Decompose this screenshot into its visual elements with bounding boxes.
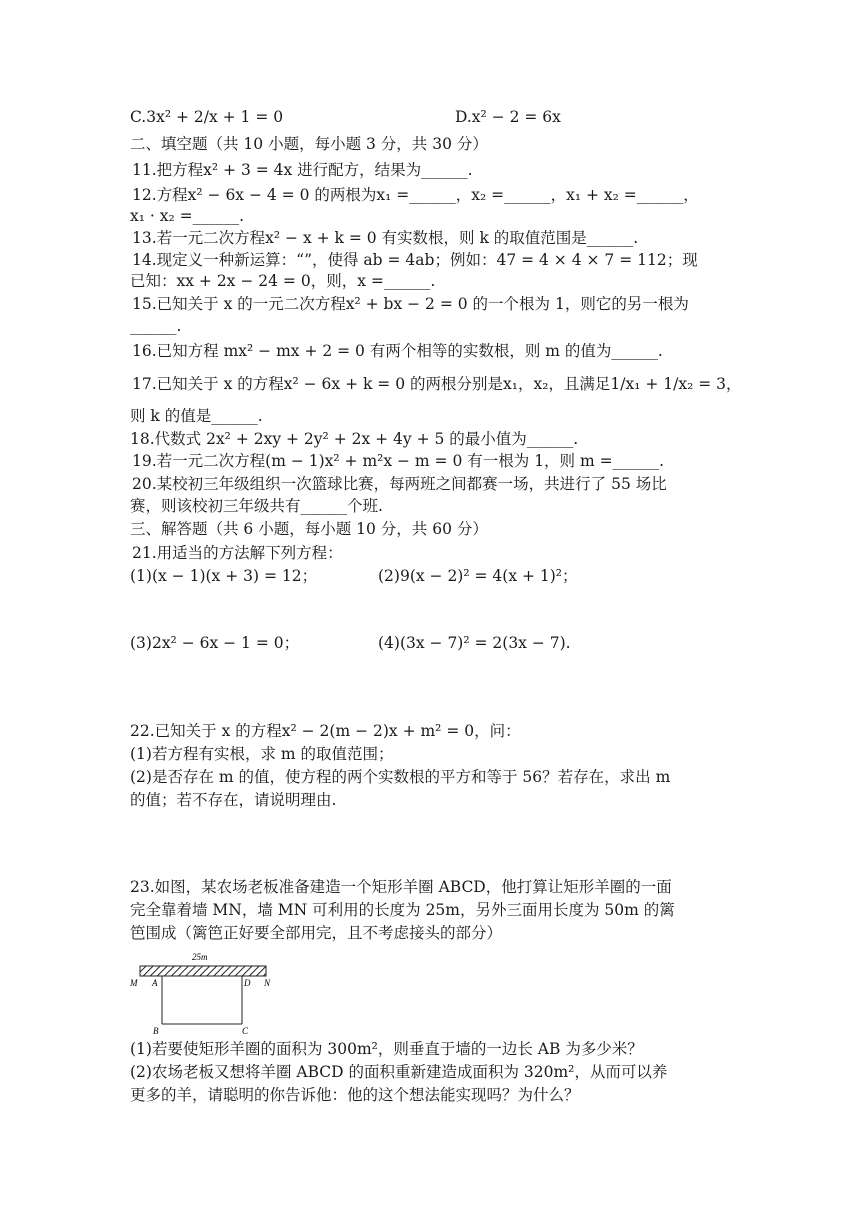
- question-23-part2-line2: 更多的羊，请聪明的你告诉他：他的这个想法能实现吗？为什么？: [130, 1086, 580, 1104]
- option-d: D.x² − 2 = 6x: [455, 108, 561, 126]
- section-heading-solve: 三、解答题（共 6 小题，每小题 10 分，共 60 分）: [130, 520, 488, 538]
- label-m: M: [130, 978, 138, 988]
- label-b: B: [153, 1026, 159, 1036]
- question-22-stem: 22.已知关于 x 的方程x² − 2(m − 2)x + m² = 0，问：: [130, 722, 521, 740]
- question-22-part2-line1: (2)是否存在 m 的值，使方程的两个实数根的平方和等于 56？若存在，求出 m: [130, 768, 671, 786]
- question-15-line1: 15.已知关于 x 的一元二次方程x² + bx − 2 = 0 的一个根为 1，则它的另一根为: [132, 295, 689, 313]
- question-16: 16.已知方程 mx² − mx + 2 = 0 有两个相等的实数根，则 m 的值为______.: [132, 342, 663, 360]
- question-18: 18.代数式 2x² + 2xy + 2y² + 2x + 4y + 5 的最小值为______.: [130, 430, 579, 448]
- question-12-line2: x₁ · x₂ =______.: [130, 207, 245, 225]
- question-23-line1: 23.如图，某农场老板准备建造一个矩形羊圈 ABCD，他打算让矩形羊圈的一面: [130, 878, 672, 896]
- question-21-part3: (3)2x² − 6x − 1 = 0；: [130, 634, 300, 652]
- question-21-part2: (2)9(x − 2)² = 4(x + 1)²；: [378, 567, 578, 585]
- question-21-part4: (4)(3x − 7)² = 2(3x − 7).: [378, 634, 571, 652]
- question-23-part1: (1)若要使矩形羊圈的面积为 300m²，则垂直于墙的一边长 AB 为多少米？: [130, 1040, 643, 1058]
- question-23-line3: 笆围成（篱笆正好要全部用完，且不考虑接头的部分）: [130, 924, 503, 942]
- question-13: 13.若一元二次方程x² − x + k = 0 有实数根，则 k 的取值范围是______.: [132, 229, 639, 247]
- question-20-line2: 赛，则该校初三年级共有______个班.: [130, 497, 383, 515]
- sheep-pen-figure: [128, 948, 278, 1036]
- section-heading-fill-blank: 二、填空题（共 10 小题，每小题 3 分，共 30 分）: [130, 135, 488, 153]
- question-15-line2: ______.: [130, 317, 182, 335]
- question-19: 19.若一元二次方程(m − 1)x² + m²x − m = 0 有一根为 1，则 m =______.: [132, 452, 665, 470]
- option-c: C.3x² + 2/x + 1 = 0: [130, 108, 284, 126]
- label-d: D: [244, 978, 251, 988]
- question-23-line2: 完全靠着墙 MN，墙 MN 可利用的长度为 25m，另外三面用长度为 50m 的篱: [130, 901, 675, 919]
- label-a: A: [152, 978, 158, 988]
- question-20-line1: 20.某校初三年级组织一次篮球比赛，每两班之间都赛一场，共进行了 55 场比: [132, 475, 667, 493]
- label-n: N: [264, 978, 271, 988]
- question-17-line2: 则 k 的值是______.: [130, 407, 263, 425]
- wall-length-label: 25m: [192, 952, 208, 962]
- question-14-line2: 已知：xx + 2x − 24 = 0，则，x =______.: [130, 272, 436, 290]
- question-22-part2-line2: 的值；若不存在，请说明理由.: [130, 791, 337, 809]
- label-c: C: [242, 1026, 249, 1036]
- question-21-stem: 21.用适当的方法解下列方程：: [132, 544, 343, 562]
- question-22-part1: (1)若方程有实根，求 m 的取值范围；: [130, 745, 394, 763]
- question-23-part2-line1: (2)农场老板又想将羊圈 ABCD 的面积重新建造成面积为 320m²，从而可以养: [130, 1063, 668, 1081]
- question-21-part1: (1)(x − 1)(x + 3) = 12；: [130, 567, 318, 585]
- question-17-line1: 17.已知关于 x 的方程x² − 6x + k = 0 的两根分别是x₁，x₂，且满足1/x₁ + 1/x₂ = 3，: [132, 375, 742, 393]
- question-12-line1: 12.方程x² − 6x − 4 = 0 的两根为x₁ =______，x₂ =______，x₁ + x₂ =______，: [132, 186, 699, 204]
- question-11: 11.把方程x² + 3 = 4x 进行配方，结果为______.: [132, 161, 473, 179]
- wall-mn: [140, 966, 266, 976]
- question-14-line1: 14.现定义一种新运算：“”，使得 ab = 4ab；例如：47 = 4 × 4 × 7 = 112；现: [132, 251, 698, 269]
